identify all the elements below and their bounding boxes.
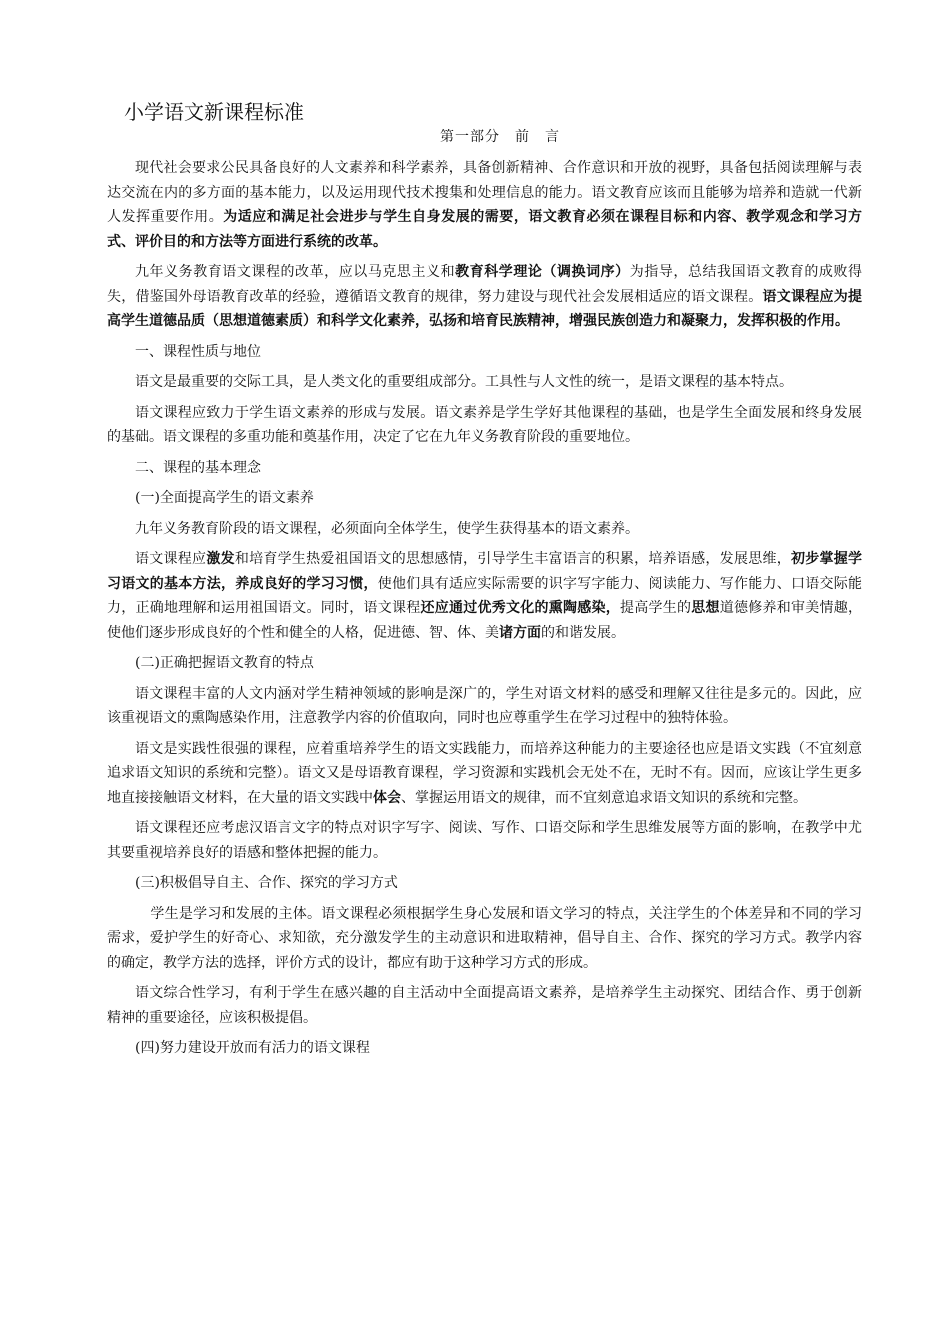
text-run: (二)正确把握语文教育的特点 <box>135 655 314 671</box>
paragraph <box>107 816 862 865</box>
text-run: (四)努力建设开放而有活力的语文课程 <box>135 1040 370 1056</box>
document-title: 小学语文新课程标准 <box>124 100 304 124</box>
paragraph <box>107 401 862 450</box>
text-run: 一、课程性质与地位 <box>135 343 261 360</box>
text-run: 语文课程应致力于学生语文素养的形成与发展。语文素养是学生学好其他课程的基础，也是学生全面发展和终身发展的基础。语文课程的多重功能和奠基作用，决定了它在九年义务教育阶段的重要地位。 <box>107 404 862 445</box>
text-run: 、掌握运用语文的规律，而不宜刻意追求语文知识的系统和完整。 <box>401 789 807 806</box>
text-run: 现代社会要求公民具备良好的人文素养和科学素养，具备创新精神、合作意识和开放的视野，具备包括阅读理解与表达交流在内的多方面的基本能力，以及运用现代技术搜集和处理信息的能力。语文教育应该而且能够为培养和造就一代新人发挥重要作用。 <box>107 160 862 225</box>
paragraph <box>107 547 862 645</box>
text-run: 的和谐发展。 <box>541 624 625 641</box>
bold-text: 诸方面 <box>499 624 541 641</box>
text-run: 语文课程应 <box>135 551 207 567</box>
paragraph <box>107 260 862 334</box>
section-heading <box>107 456 862 481</box>
bold-text: 体会 <box>373 789 401 806</box>
bold-text: 激发 <box>206 551 235 567</box>
section-heading <box>107 871 862 896</box>
paragraph <box>107 981 862 1030</box>
bold-text: 初步掌握学习语文的基本方法，养成良好的学习习惯， <box>107 551 863 592</box>
paragraph <box>107 902 862 976</box>
text-run: (三)积极倡导自主、合作、探究的学习方式 <box>135 875 398 891</box>
paragraph <box>107 737 862 811</box>
paragraph <box>107 156 862 254</box>
text-run: 提高学生的 <box>620 600 692 616</box>
text-run: 语文课程还应考虑汉语言文字的特点对识字写字、阅读、写作、口语交际和学生思维发展等方面的影响，在教学中尤其要重视培养良好的语感和整体把握的能力。 <box>107 820 862 861</box>
paragraph <box>107 370 862 395</box>
bold-text: 思想 <box>691 600 720 616</box>
bold-text: 为适应和满足社会进步与学生自身发展的需要，语文教育必须在课程目标和内容、教学观念和学习方式、评价目的和方法等方面进行系统的改革。 <box>107 209 863 250</box>
text-run: 和培育学生热爱祖国语文的思想感情，引导学生丰富语言的积累，培养语感，发展思维， <box>234 551 791 567</box>
bold-text: 语文课程应为提高学生道德品质（思想道德素质）和科学文化素养，弘扬和培育民族精神，增强民族创造力和凝聚力，发挥积极的作用。 <box>107 288 862 329</box>
text-run: 语文综合性学习，有利于学生在感兴趣的自主活动中全面提高语文素养，是培养学生主动探究、团结合作、勇于创新精神的重要途径，应该积极提倡。 <box>107 985 862 1026</box>
paragraph <box>107 682 862 731</box>
part-title: 第一部分 前 言 <box>440 129 560 145</box>
bold-text: 教育科学理论（调换词序） <box>455 264 630 280</box>
bold-text: 还应通过优秀文化的熏陶感染， <box>420 600 620 616</box>
section-heading <box>107 340 862 365</box>
document-body <box>107 156 862 1067</box>
section-heading <box>107 651 862 676</box>
section-heading <box>107 486 862 511</box>
text-run: 道德修养和审美情趣，使他们逐步形成良好的个性和健全的人格，促进德、智、体、美 <box>107 600 862 641</box>
text-run: 为指导，总结我国语文教育的成败得失，借鉴国外母语教育改革的经验，遵循语文教育的规律，努力建设与现代社会发展相适应的语文课程。 <box>107 264 863 305</box>
text-run: 语文是最重要的交际工具，是人类文化的重要组成部分。工具性与人文性的统一，是语文课程的基本特点。 <box>135 374 793 390</box>
text-run: 使他们具有适应实际需要的识字写字能力、阅读能力、写作能力、口语交际能力，正确地理解和运用祖国语文。同时，语文课程 <box>107 575 862 616</box>
text-run: 九年义务教育语文课程的改革，应以马克思主义和 <box>135 264 456 280</box>
text-run: 语文课程丰富的人文内涵对学生精神领域的影响是深广的，学生对语文材料的感受和理解又往往是多元的。因此，应该重视语文的熏陶感染作用，注意教学内容的价值取向，同时也应尊重学生在学习过程中的独特体验。 <box>107 685 862 726</box>
text-run: 语文是实践性很强的课程，应着重培养学生的语文实践能力，而培养这种能力的主要途径也应是语文实践（不宜刻意追求语文知识的系统和完整）。语文又是母语教育课程，学习资源和实践机会无处不在，无时不有。因而，应该让学生更多地直接接触语文材料，在大量的语文实践中 <box>107 740 862 806</box>
paragraph <box>107 517 862 542</box>
text-run: (一)全面提高学生的语文素养 <box>135 490 314 506</box>
text-run: 九年义务教育阶段的语文课程，必须面向全体学生，使学生获得基本的语文素养。 <box>135 520 639 537</box>
text-run: 二、课程的基本理念 <box>135 459 261 476</box>
text-run: 学生是学习和发展的主体。语文课程必须根据学生身心发展和语文学习的特点，关注学生的个体差异和不同的学习需求，爱护学生的好奇心、求知欲，充分激发学生的主动意识和进取精神，倡导自主、合作、探究的学习方式。教学内容的确定，教学方法的选择，评价方式的设计，都应有助于这种学习方式的形成。 <box>107 905 862 971</box>
section-heading <box>107 1036 862 1061</box>
